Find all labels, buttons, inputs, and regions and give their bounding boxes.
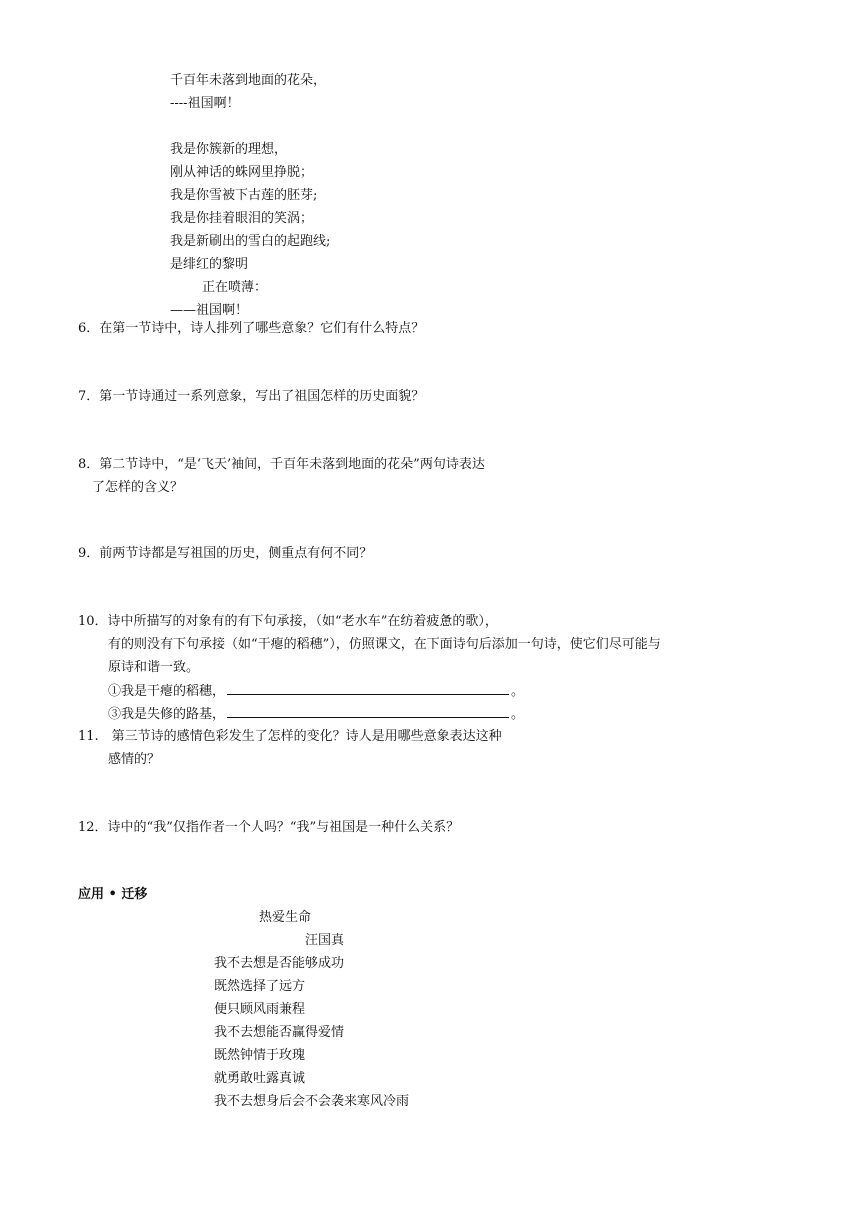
item-1-prefix: ①我是干瘪的稻穗， [108,684,226,699]
poem-line: 千百年未落到地面的花朵， [170,73,327,88]
poem-line: 既然钟情于玫瑰 [214,1048,306,1063]
question-8-line-1: 8．第二节诗中，“是‘飞天’袖间，千百年未落到地面的花朵”两句诗表达 [78,457,485,472]
question-10-line-1: 10．诗中所描写的对象有的有下句承接，（如“老水车”在纺着疲惫的歌）， [78,614,498,629]
question-7: 7．第一节诗通过一系列意象，写出了祖国怎样的历史面貌？ [78,389,425,404]
poem-line: 我是你挂着眼泪的笑涡； [170,211,314,226]
item-1-suffix: 。 [511,684,525,699]
poem-line: ——祖国啊！ [170,303,249,318]
section-heading: 应用 • 迁移 [78,887,148,902]
answer-blank-1[interactable] [227,682,509,695]
item-2-prefix: ③我是失修的路基， [108,707,226,722]
poem-line: 既然选择了远方 [214,979,306,994]
poem-line: 是绯红的黎明 [170,257,249,272]
poem-title: 热爱生命 [259,910,312,925]
question-9: 9．前两节诗都是写祖国的历史，侧重点有何不同？ [78,546,373,561]
poem-line: ----祖国啊！ [170,96,240,111]
poem-line: 就勇敢吐露真诚 [214,1071,306,1086]
answer-blank-2[interactable] [227,705,509,718]
poem-line: 我不去想身后会不会袭来寒风冷雨 [214,1094,410,1109]
poem-line: 我不去想能否赢得爱情 [214,1025,345,1040]
question-12: 12．诗中的“我”仅指作者一个人吗？“我”与祖国是一种什么关系？ [78,820,460,835]
question-8-line-2: 了怎样的含义？ [92,480,184,495]
question-11-line-1: 11. 第三节诗的感情色彩发生了怎样的变化？诗人是用哪些意象表达这种 [78,729,502,744]
poem-author: 汪国真 [305,933,345,948]
poem-line: 我是新刷出的雪白的起跑线; [170,234,331,249]
poem-line: 刚从神话的蛛网里挣脱； [170,165,314,180]
question-10-line-3: 原诗和谐一致。 [108,660,200,675]
poem-line: 我不去想是否能够成功 [214,956,345,971]
poem-line: 正在喷薄： [202,280,268,295]
question-10-item-1 [108,682,524,701]
question-6: 6．在第一节诗中，诗人排列了哪些意象？它们有什么特点？ [78,321,425,336]
poem-line: 我是你雪被下古莲的胚芽; [170,188,318,203]
question-10-item-2 [108,705,524,724]
poem-line: 我是你簇新的理想， [170,142,288,157]
question-11-line-2: 感情的？ [108,752,161,767]
item-2-suffix: 。 [511,707,525,722]
question-10-line-2: 有的则没有下句承接（如“干瘪的稻穗”），仿照课文，在下面诗句后添加一句诗，使它们尽可能与 [108,637,661,652]
poem-line: 便只顾风雨兼程 [214,1002,306,1017]
